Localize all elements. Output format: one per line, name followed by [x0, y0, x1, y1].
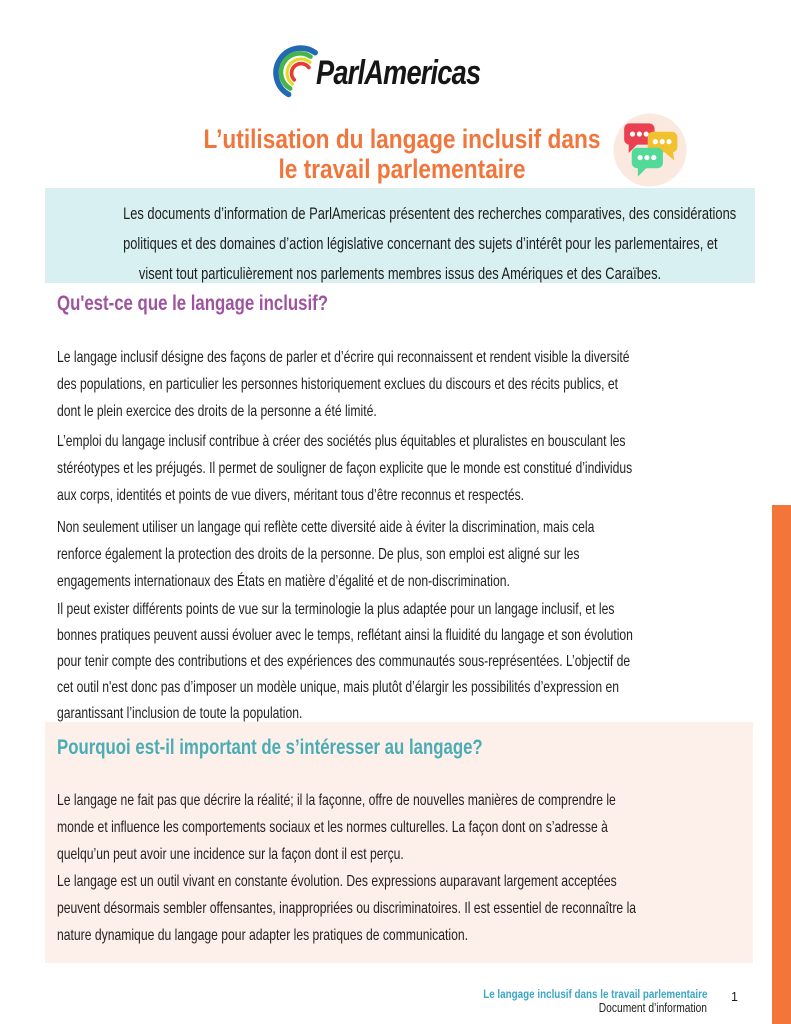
page-title-line1: L’utilisation du langage inclusif dans [203, 124, 601, 154]
intro-highlight-box [45, 188, 755, 283]
paragraph: Non seulement utiliser un langage qui reflète cette diversité aide à éviter la discrimination, mais cela renforce également la protection des droits de la personne. De plus, son emploi est aligné sur les engagements internationaux des États en matière d’égalité et de non-discrimination. [57, 519, 595, 590]
footer [300, 987, 707, 1015]
section-heading-why-language-matters: Pourquoi est-il important de s’intéresser au langage? [57, 736, 483, 759]
accent-bar [772, 505, 791, 1024]
intro-line: Les documents d’information de ParlAmericas présentent des recherches comparatives, des considérations [123, 205, 737, 223]
page-number: 1 [731, 990, 738, 1004]
parlamericas-logo [0, 40, 791, 106]
section-heading-what-is-inclusive-language: Qu'est-ce que le langage inclusif? [57, 292, 328, 315]
footer-doc-title: Le langage inclusif dans le travail parlementaire [482, 987, 707, 1001]
paragraph: Le langage inclusif désigne des façons de parler et d’écrire qui reconnaissent et rendent visible la diversité des populations, en particulier les personnes historiquement exclues du discours et des récits publics, et dont le plein exercice des droits de la personne a été limité. [57, 349, 630, 420]
footer-doc-type: Document d’information [598, 1001, 707, 1015]
paragraph: Il peut exister différents points de vue sur la terminologie la plus adaptée pour un langage inclusif, et les bonnes pratiques peuvent aussi évoluer avec le temps, reflétant ainsi la fluidité du langage et son évolution pour tenir compte des contributions et des expériences des communautés sous-représentées. L’objectif de cet outil n'est donc pas d’imposer un modèle unique, mais plutôt d’élargir les possibilités d’expression en garantissant l’inclusion de toute la population. [57, 601, 633, 722]
logo-wordmark: ParlAmericas [315, 53, 481, 92]
paragraph: Le langage ne fait pas que décrire la réalité; il la façonne, offre de nouvelles manières de comprendre le monde et influence les comportements sociaux et les normes culturelles. La façon dont on s’adresse à quelqu’un peut avoir une incidence sur la façon dont il est perçu. [57, 792, 616, 863]
speech-bubbles-icon [612, 112, 688, 188]
page-title-line2: le travail parlementaire [278, 154, 526, 184]
intro-line: politiques et des domaines d’action législative concernant des sujets d’intérêt pour les parlementaires, et [123, 235, 718, 253]
paragraph: L’emploi du langage inclusif contribue à créer des sociétés plus équitables et pluralistes en bousculant les stéréotypes et les préjugés. Il permet de souligner de façon explicite que le monde est constitué d’individus aux corps, identités et points de vue divers, méritant tous d’être reconnus et respectés. [57, 433, 633, 504]
paragraph: Le langage est un outil vivant en constante évolution. Des expressions auparavant largement acceptées peuvent désormais sembler offensantes, inappropriées ou discriminatoires. Il est essentiel de reconnaître la nature dynamique du langage pour adapter les pratiques de communication. [57, 873, 637, 944]
intro-line: visent tout particulièrement nos parlements membres issus des Amériques et des Caraïbes. [138, 265, 662, 283]
